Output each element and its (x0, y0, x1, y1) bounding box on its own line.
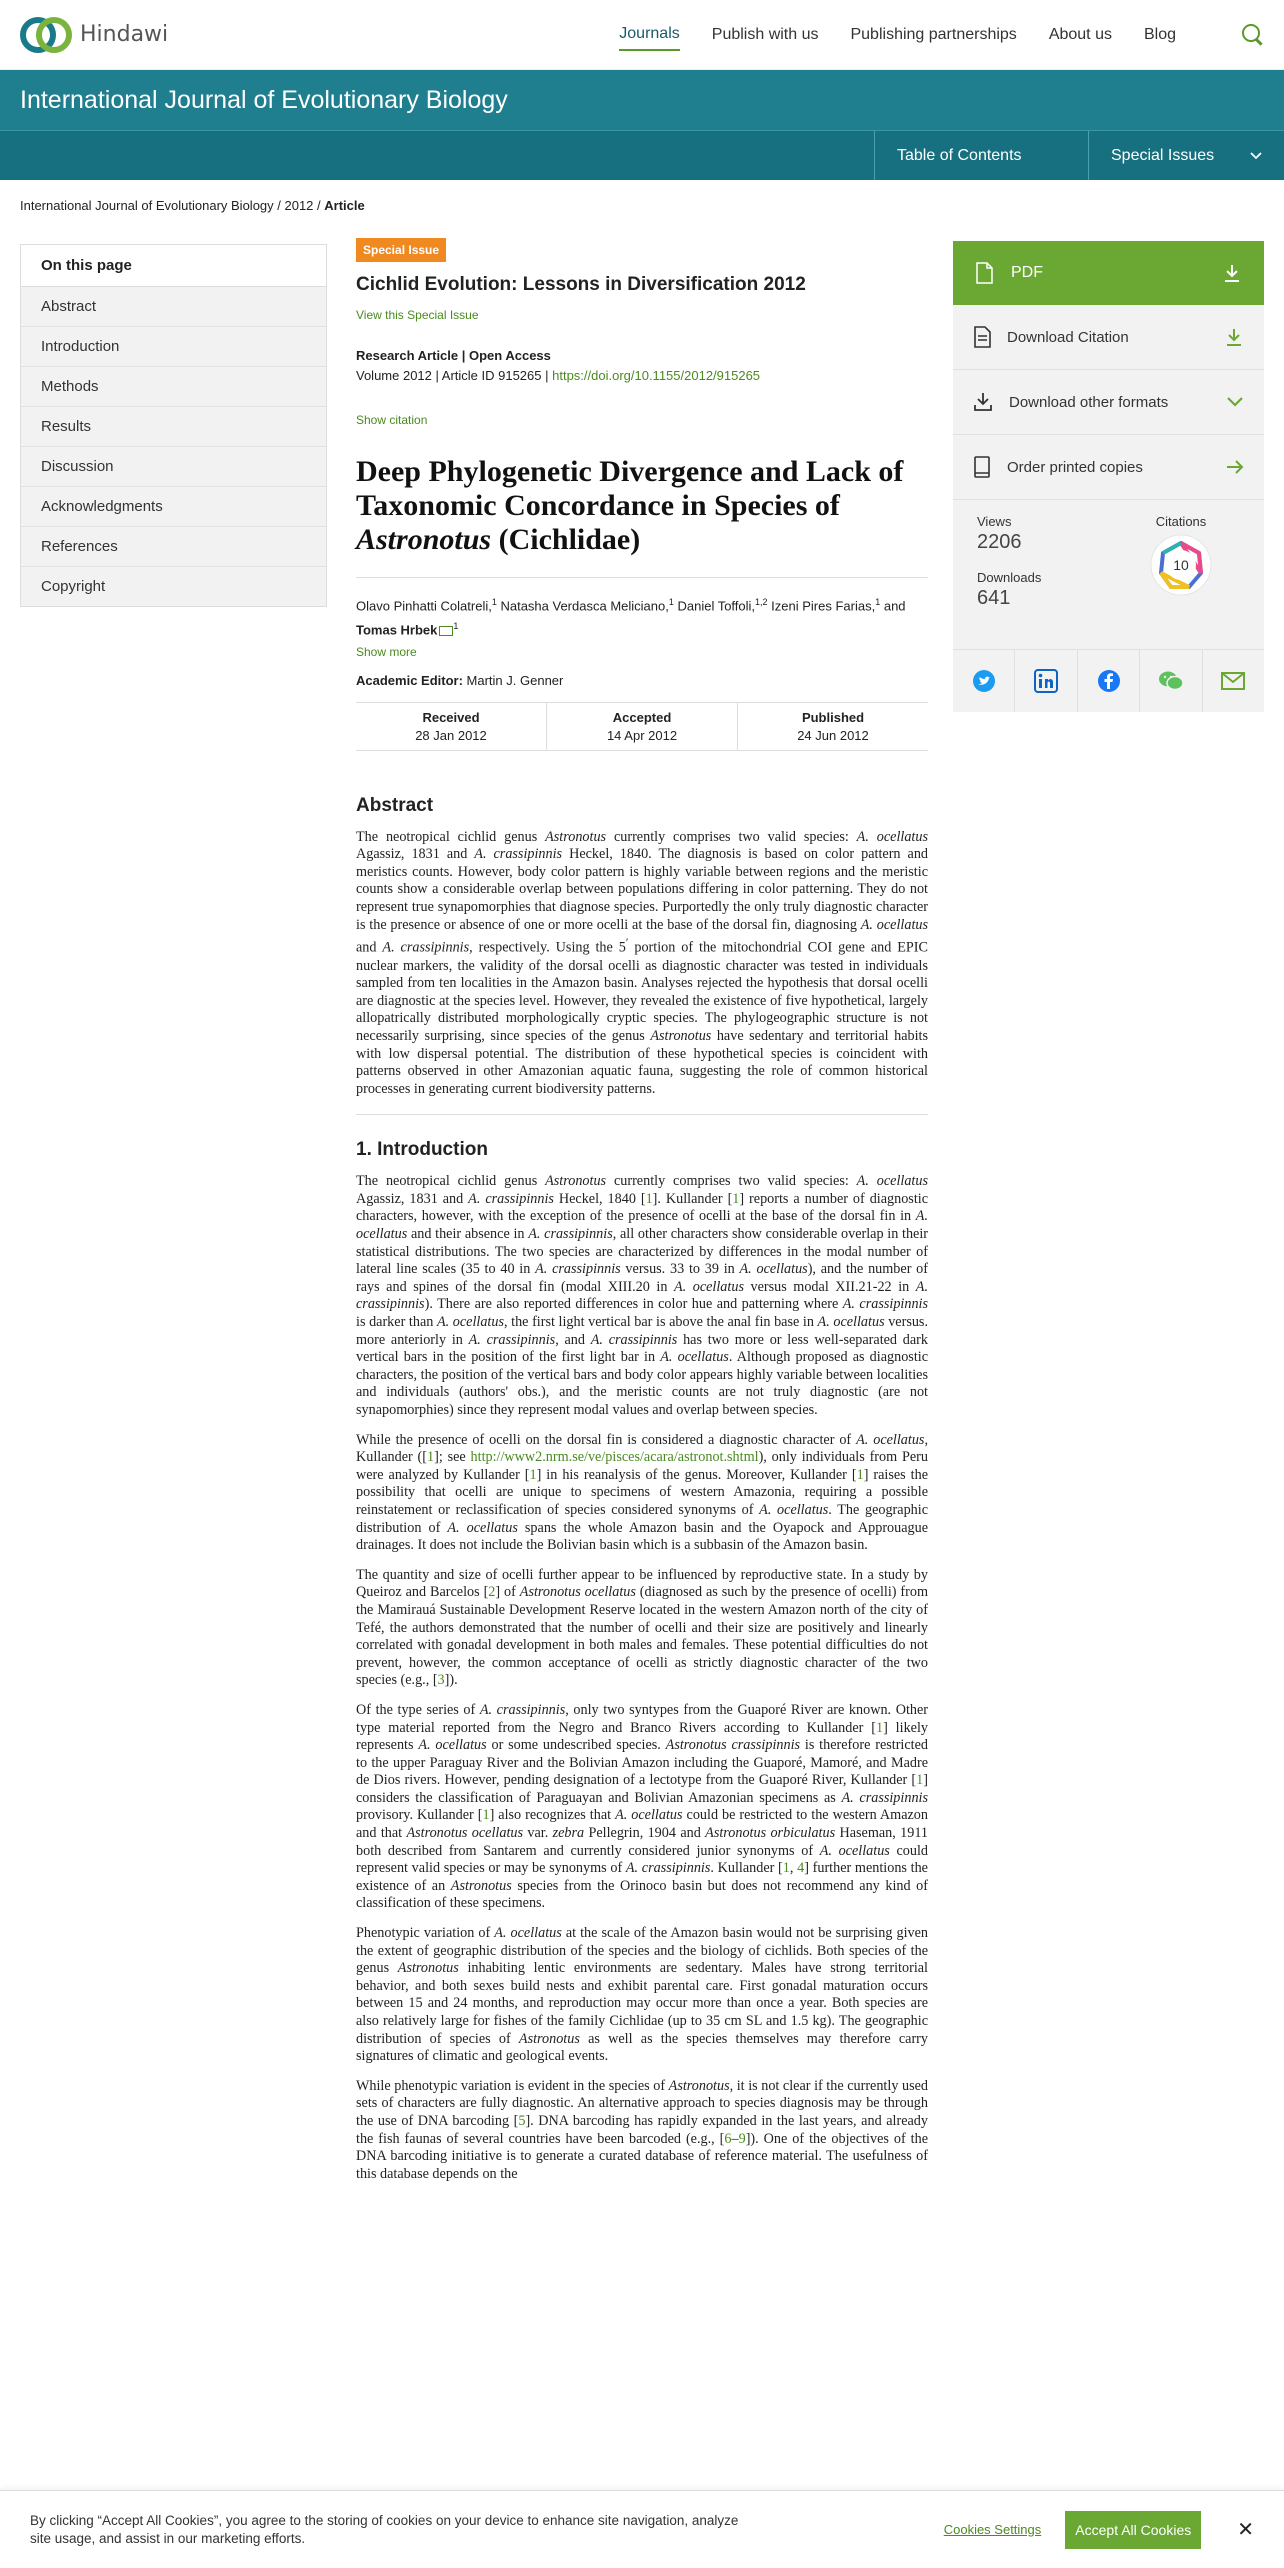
article-metrics (953, 500, 1264, 650)
document-icon (973, 326, 991, 348)
arrow-right-icon (1226, 459, 1244, 475)
sidebar-item-results[interactable]: Results (21, 407, 326, 447)
download-icon (1224, 327, 1244, 347)
table-of-contents-link[interactable] (874, 131, 1088, 180)
book-icon (973, 456, 991, 478)
logo-text: Hindawi (80, 22, 169, 47)
cookie-text: By clicking “Accept All Cookies”, you agree to the storing of cookies on your device to enhance site navigation, analyze site usage, and assist in our marketing efforts. (30, 2512, 739, 2546)
introduction-heading: 1. Introduction (356, 1139, 488, 1161)
nav-journals[interactable]: Journals (619, 19, 679, 51)
order-print-label: Order printed copies (1007, 458, 1143, 476)
divider (356, 577, 928, 578)
abstract-heading: Abstract (356, 794, 434, 816)
journal-subnav (0, 130, 1284, 180)
download-other-label: Download other formats (1009, 393, 1169, 411)
received-date (356, 703, 547, 750)
title-part-2: (Cichlidae) (491, 523, 641, 556)
title-italic: Astronotus (356, 523, 492, 556)
pdf-file-icon (975, 262, 993, 284)
author-list: Olavo Pinhatti Colatreli,$^1$ Natasha Verdasca Meliciano,$^1$ Daniel Toffoli,$^{1,2}$ Izeni Pires Farias,$^1$ and Tomas Hrbek $^1$ (356, 597, 906, 638)
special-issues-dropdown[interactable] (1088, 131, 1284, 180)
title-part-1: Deep Phylogenetic Divergence and Lack of Taxonomic Concordance in Species of (356, 455, 904, 522)
share-facebook[interactable] (1078, 650, 1140, 712)
cookie-banner (0, 2490, 1284, 2568)
breadcrumb-path[interactable]: International Journal of Evolutionary Biology / 2012 / (20, 198, 325, 213)
dimensions-badge-icon (1149, 533, 1213, 597)
facebook-icon (1097, 669, 1121, 693)
accepted-date (547, 703, 738, 750)
cookie-settings-link[interactable]: Cookies Settings (943, 2522, 1042, 2537)
share-email[interactable] (1203, 650, 1264, 712)
editor-name: Martin J. Genner (466, 672, 564, 688)
download-tray-icon (973, 392, 993, 412)
top-navigation (0, 0, 1284, 70)
email-icon[interactable] (439, 626, 453, 636)
volume-line (356, 368, 928, 383)
share-wechat[interactable] (1140, 650, 1202, 712)
academic-editor (356, 673, 928, 688)
main-nav (619, 19, 1264, 51)
chevron-down-icon (1250, 152, 1262, 160)
order-printed-copies-button[interactable] (953, 435, 1264, 500)
journal-banner (0, 70, 1284, 130)
download-other-formats-button[interactable] (953, 370, 1264, 435)
sidebar-item-acknowledgments[interactable]: Acknowledgments (21, 487, 326, 527)
sidebar-item-methods[interactable]: Methods (21, 367, 326, 407)
nav-partnerships[interactable]: Publishing partnerships (850, 25, 1017, 43)
hindawi-logo-icon (20, 15, 72, 55)
publication-dates (356, 702, 928, 751)
published-value: 24 Jun 2012 (797, 727, 869, 743)
special-issues-label: Special Issues (1111, 146, 1215, 164)
article-type: Research Article | Open Access (356, 348, 551, 363)
pdf-download-button[interactable] (953, 241, 1264, 305)
twitter-icon (972, 669, 996, 693)
toc-label: Table of Contents (897, 146, 1022, 164)
introduction-text: The neotropical cichlid genus Astronotus currently comprises two valid species: A. ocellatus Agassiz, 1831 and A. crassipinnis Heckel, 1840 [1]. Kullander [1] reports a number of diagnostic characters, however, with the exception of the presence of ocelli at the base of the dorsal fin in A. ocellatus and their absence in A. crassipinnis, all other characters show considerable overlap in their statistical distributions. The two species are characterized by differences in the modal number of lateral line scales (35 to 40 in A. crassipinnis versus. 33 to 39 in A. ocellatus), and the number of rays and spines of the dorsal fin (modal XIII.20 in A. ocellatus versus modal XII.21-22 in A. crassipinnis). There are also reported differences in color hue and patterning where A. crassipinnis is darker than A. ocellatus, the first light vertical bar is above the anal fin base in A. ocellatus versus. more anteriorly in A. crassipinnis, and A. crassipinnis has two more or less well-separated dark vertical bars in the position of the first light bar in A. ocellatus. Although proposed as diagnostic characters, the position of the vertical bars and body color appears highly variable between localities and individuals (authors' obs.), and the meristic counts are not truly diagnostic (are not synapomorphies) since they represent modal values and overlap between species. While the presence of ocelli on the dorsal fin is considered a diagnostic character of A. ocellatus, Kullander ([1]; see http://www2.nrm.se/ve/pisces/acara/astronot.shtml), only individuals from Peru were analyzed by Kullander [1] in his reanalysis of the genus. Moreover, Kullander [1] raises the possibility that ocelli are unique to specimens of western Amazonia, requiring a possible reinstatement or reclassification of species considered synonyms of A. ocellatus. The geographic distribution of A. ocellatus spans the whole Amazon basin and the Oyapock and Approuague drainages. It does not include the Bolivian basin which is a subbasin of the Amazon basin. The quantity and size of ocelli further appear to be influenced by reproductive state. In a study by Queiroz and Barcelos [2] of Astronotus ocellatus (diagnosed as such by the presence of ocelli) from the Mamirauá Sustainable Development Reserve located in the western Amazon north of the city of Tefé, the authors demonstrated that the number of ocelli and their size are positively and linearly correlated with gonadal development in both males and females. These potential difficulties do not prevent, however, the common acceptance of ocelli as strictly diagnostic character of the two species (e.g., [3]). Of the type series of A. crassipinnis, only two syntypes from the Guaporé River are known. Other type material reported from the Negro and Branco Rivers according to Kullander [1] likely represents A. ocellatus or some undescribed species. Astronotus crassipinnis is therefore restricted to the upper Paraguay River and the Bolivian Amazon including the Guaporé, Mamoré, and Madre de Dios rivers. However, pending designation of a lectotype from the Guaporé River, Kullander [1] considers the classification of Paraguayan and Bolivian Amazonian specimens as A. crassipinnis provisory. Kullander [1] also recognizes that A. ocellatus could be restricted to the western Amazon and that Astronotus ocellatus var. zebra Pellegrin, 1904 and Astronotus orbiculatus Haseman, 1911 both described from Santarem and currently considered junior synonyms of A. ocellatus could represent valid species or may be synonyms of A. crassipinnis. Kullander [1, 4] further mentions the existence of an Astronotus species from the Orinoco basin but does not recommend any kind of classification of these specimens. Phenotypic variation of A. ocellatus at the scale of the Amazon basin would not be surprising given the extent of geographic distribution of the species and the biology of cichlids. Both species of the genus Astronotus inhabiting lentic environments are sedentary. Males have strong territorial behavior, and both sexes build nests and exhibit parental care. First gonadal maturation occurs between 15 and 24 months, and reproduction may occur more than once a year. Both species are also relatively large for fishes of the family Cichlidae (up to 35 cm SL and 1.5 kg). The geographic distribution of species of Astronotus as well as the species themselves may therefore carry signatures of climatic and geological events. While phenotypic variation is evident in the species of Astronotus, it is not clear if the currently used sets of characters are fully diagnostic. An alternative approach to species diagnosis may be through the use of DNA barcoding [5]. DNA barcoding has rapidly expanded in the last years, and already the fish faunas of several countries have been barcoded (e.g., [6–9]). One of the objectives of the DNA barcoding initiative is to generate a curated database of reference material. The usefulness of this database depends on the (356, 1173, 929, 2182)
nav-blog[interactable]: Blog (1143, 25, 1176, 43)
views-label: Views (977, 514, 1012, 529)
show-citation-link[interactable]: Show citation (356, 413, 428, 427)
published-date (738, 703, 928, 750)
abstract-text: The neotropical cichlid genus Astronotus currently comprises two valid species: A. ocellatus Agassiz, 1831 and A. crassipinnis Heckel, 1840. The diagnosis is based on color pattern and meristics counts. However, body color pattern is highly variable between regions and the meristic counts show a considerable overlap between populations differing in color patterning. They do not represent true synapomorphies that diagnose species. Purportedly the only truly diagnostic character is the presence or absence of one or more ocelli at the base of the dorsal fin, diagnosing A. ocellatus and A. crassipinnis, respectively. Using the 5′ portion of the mitochondrial COI gene and EPIC nuclear markers, the validity of the dorsal ocelli as diagnostic character was tested in individuals sampled from ten localities in the Amazon basin. Analyses rejected the hypothesis that dorsal ocelli are diagnostic at the species level. However, they revealed the existence of five hypothetical, largely allopatrically distributed morphologically cryptic species. The phylogeographic structure is not necessarily surprising, since species of the genus Astronotus have sedentary and territorial habits with low dispersal potential. The distribution of these hypothetical species is coincident with patterns observed in other Amazonian aquatic fauna, suggesting the role of common historical processes in generating current biodiversity patterns. (356, 828, 929, 1097)
received-label: Received (422, 709, 480, 725)
article-actions-sidebar (953, 241, 1264, 712)
pdf-label: PDF (1011, 264, 1043, 281)
view-special-issue-link[interactable]: View this Special Issue (356, 308, 479, 322)
download-citation-button[interactable] (953, 305, 1264, 370)
breadcrumb (0, 180, 1284, 231)
share-linkedin[interactable] (1015, 650, 1077, 712)
special-issue-badge: Special Issue (356, 238, 446, 262)
sidebar-item-abstract[interactable]: Abstract (21, 287, 326, 327)
downloads-label: Downloads (977, 570, 1042, 585)
show-more-link[interactable]: Show more (356, 644, 417, 659)
share-twitter[interactable] (953, 650, 1015, 712)
citations-count: 10 (1173, 557, 1189, 573)
divider (356, 1114, 928, 1115)
views-count: 2206 (977, 531, 1022, 553)
accept-all-cookies-button[interactable]: Accept All Cookies (1065, 2511, 1201, 2549)
editor-label: Academic Editor: (356, 672, 463, 688)
share-bar (953, 650, 1264, 712)
sidebar-item-discussion[interactable]: Discussion (21, 447, 326, 487)
accepted-value: 14 Apr 2012 (606, 727, 678, 743)
download-icon (1222, 263, 1242, 283)
hindawi-logo[interactable] (20, 15, 168, 55)
nav-publish[interactable]: Publish with us (711, 25, 819, 43)
journal-name[interactable]: International Journal of Evolutionary Biology (20, 85, 508, 114)
wechat-icon (1157, 669, 1185, 693)
on-this-page-sidebar (20, 244, 327, 607)
sidebar-item-copyright[interactable]: Copyright (21, 567, 326, 606)
doi-link[interactable]: https://doi.org/10.1155/2012/915265 (552, 368, 761, 383)
received-value: 28 Jan 2012 (415, 727, 487, 743)
published-label: Published (801, 709, 865, 725)
search-icon[interactable] (1242, 24, 1264, 46)
citations-box[interactable] (1149, 514, 1213, 602)
citations-label: Citations (1155, 514, 1207, 529)
accepted-label: Accepted (612, 709, 672, 725)
close-icon[interactable]: ✕ (1237, 2519, 1254, 2541)
downloads-count: 641 (977, 587, 1011, 609)
volume-text: Volume 2012 | Article ID 915265 | (356, 368, 553, 383)
breadcrumb-current: Article (324, 198, 365, 213)
linkedin-icon (1034, 669, 1058, 693)
article-main (356, 238, 928, 2195)
email-icon (1221, 672, 1245, 690)
nav-about[interactable]: About us (1048, 25, 1112, 43)
chevron-down-icon (1226, 396, 1244, 408)
sidebar-heading: On this page (21, 245, 326, 287)
sidebar-item-references[interactable]: References (21, 527, 326, 567)
download-citation-label: Download Citation (1007, 328, 1129, 346)
article-title (356, 455, 928, 557)
special-issue-title: Cichlid Evolution: Lessons in Diversification 2012 (356, 274, 806, 295)
sidebar-item-introduction[interactable]: Introduction (21, 327, 326, 367)
